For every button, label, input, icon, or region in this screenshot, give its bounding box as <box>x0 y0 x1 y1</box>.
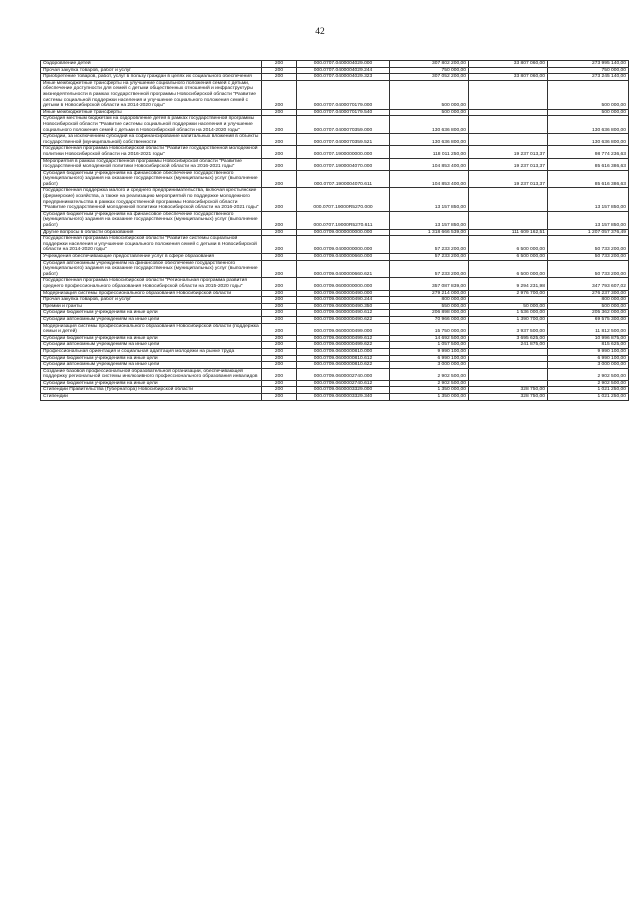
table-row <box>41 170 629 188</box>
row-amount-remaining: 500 000,00 <box>548 303 629 310</box>
row-name: Субсидии автономным учреждениям на иные цели <box>41 362 262 369</box>
table-row <box>41 297 629 304</box>
row-amount-remaining: 98 774 236,63 <box>548 146 629 158</box>
row-amount-approved: 70 966 000,00 <box>390 316 469 323</box>
row-amount-approved: 57 233 200,00 <box>390 260 469 278</box>
row-amount-approved: 15 750 000,00 <box>390 323 469 335</box>
row-amount-executed <box>469 348 548 355</box>
table-row <box>41 80 629 109</box>
row-kvr: 200 <box>262 290 297 297</box>
row-code: 000.0707.0400070179.000 <box>297 80 390 109</box>
row-name: Субсидии автономным учреждениям на иные цели <box>41 342 262 349</box>
row-code: 000.0709.0600000499.612 <box>297 335 390 342</box>
table-row <box>41 260 629 278</box>
row-kvr: 200 <box>262 229 297 236</box>
row-amount-executed: 3 695 625,00 <box>469 335 548 342</box>
row-amount-approved: 9 990 100,00 <box>390 348 469 355</box>
row-code: 000.0709.0600002740.612 <box>297 380 390 387</box>
row-code: 000.0709.0600000000.000 <box>297 278 390 290</box>
row-name: Субсидии бюджетным учреждениям на иные цели <box>41 335 262 342</box>
row-name: Стипендии Правительства (Губернатора) Новосибирской области <box>41 387 262 394</box>
row-code: 000.0709.0600003329.000 <box>297 387 390 394</box>
row-kvr: 200 <box>262 170 297 188</box>
row-amount-approved: 130 636 800,00 <box>390 116 469 134</box>
row-code: 000.0707.19000R5270.611 <box>297 211 390 229</box>
table-row <box>41 368 629 380</box>
row-amount-remaining: 50 733 200,00 <box>548 260 629 278</box>
row-name: Модернизация системы профессионального образования Новосибирской области <box>41 290 262 297</box>
row-code: 000.0707.0400004029.000 <box>297 61 390 68</box>
row-name: Приобретение товаров, работ, услуг в пользу граждан в целях их социального обеспечения <box>41 74 262 81</box>
row-amount-approved: 1 057 500,00 <box>390 342 469 349</box>
row-code: 000.0709.0600000490.612 <box>297 310 390 317</box>
row-amount-executed: 6 500 000,00 <box>469 236 548 254</box>
row-kvr: 200 <box>262 188 297 211</box>
row-amount-executed <box>469 211 548 229</box>
table-row <box>41 158 629 170</box>
row-amount-remaining: 800 000,00 <box>548 297 629 304</box>
row-kvr: 200 <box>262 316 297 323</box>
row-name: Мероприятия в рамках государственной программы Новосибирской области "Развитие государственной молодежной политики Новосибирской области на 2016-2021 годы" <box>41 158 262 170</box>
table-row <box>41 278 629 290</box>
row-amount-executed: 19 237 013,37 <box>469 170 548 188</box>
row-code: 000.0707.0400070359.000 <box>297 116 390 134</box>
row-kvr: 200 <box>262 116 297 134</box>
row-amount-executed <box>469 188 548 211</box>
row-amount-approved: 550 000,00 <box>390 303 469 310</box>
row-amount-remaining: 347 793 607,02 <box>548 278 629 290</box>
row-amount-remaining: 2 902 500,00 <box>548 368 629 380</box>
row-code: 000.0707.0400070359.521 <box>297 134 390 146</box>
row-amount-executed: 1 536 000,00 <box>469 310 548 317</box>
table-row <box>41 109 629 116</box>
table-row <box>41 310 629 317</box>
row-kvr: 200 <box>262 80 297 109</box>
row-amount-approved: 104 853 400,00 <box>390 158 469 170</box>
row-name: Иные межбюджетные трансферты <box>41 109 262 116</box>
row-amount-remaining: 130 636 800,00 <box>548 116 629 134</box>
row-amount-remaining: 273 995 140,00 <box>548 61 629 68</box>
table-row <box>41 74 629 81</box>
row-amount-executed <box>469 116 548 134</box>
table-row <box>41 236 629 254</box>
row-code: 000.0709.0600000490.622 <box>297 316 390 323</box>
row-name: Премии и гранты <box>41 303 262 310</box>
row-name: Другие вопросы в области образования <box>41 229 262 236</box>
row-amount-remaining: 9 990 100,00 <box>548 348 629 355</box>
row-kvr: 200 <box>262 362 297 369</box>
row-amount-executed: 33 807 060,00 <box>469 74 548 81</box>
table-row <box>41 290 629 297</box>
row-name: Профессиональная ориентация и социальная адаптация молодежи на рынке труда <box>41 348 262 355</box>
table-row <box>41 188 629 211</box>
row-amount-executed: 6 500 000,00 <box>469 254 548 261</box>
row-amount-approved: 1 318 666 539,00 <box>390 229 469 236</box>
row-amount-executed: 111 609 162,51 <box>469 229 548 236</box>
row-amount-remaining: 10 996 875,00 <box>548 335 629 342</box>
row-code: 000.0709.0600000499.000 <box>297 323 390 335</box>
row-code: 000.0707.19000R5270.000 <box>297 188 390 211</box>
row-amount-executed: 2 976 700,00 <box>469 290 548 297</box>
row-amount-approved: 357 087 839,00 <box>390 278 469 290</box>
row-name: Субсидия автономным учреждениям на финансовое обеспечение государственного (муниципального) задания на оказание государственных (муниципальных) услуг (выполнение работ) <box>41 260 262 278</box>
row-kvr: 200 <box>262 355 297 362</box>
row-kvr: 200 <box>262 380 297 387</box>
row-amount-executed: 19 237 013,37 <box>469 158 548 170</box>
row-code: 000.0709.0600000490.244 <box>297 297 390 304</box>
row-code: 000.0709.0600000490.000 <box>297 290 390 297</box>
row-amount-approved: 13 157 850,00 <box>390 211 469 229</box>
row-name: Субсидия местным бюджетам на оздоровление детей в рамках государственной программы Новосибирской области "Развитие системы социальной поддержки населения и улучшение социального положения семей с детьми в Новосибирской области на 2014-2020 годы" <box>41 116 262 134</box>
budget-table-body <box>41 61 629 401</box>
row-kvr: 200 <box>262 303 297 310</box>
row-amount-remaining: 85 616 386,63 <box>548 158 629 170</box>
row-amount-executed <box>469 109 548 116</box>
row-code: 000.0709.0400000660.000 <box>297 254 390 261</box>
row-amount-remaining: 1 207 057 376,49 <box>548 229 629 236</box>
row-name: Государственная программа Новосибирской области "Развитие системы социальной поддержки населения и улучшение социального положения семей с детьми в Новосибирской области на 2014-2020 годы" <box>41 236 262 254</box>
row-amount-approved: 6 990 100,00 <box>390 355 469 362</box>
row-amount-executed <box>469 368 548 380</box>
row-code: 000.0709.0600003329.340 <box>297 394 390 401</box>
row-amount-remaining: 69 575 300,00 <box>548 316 629 323</box>
row-amount-executed <box>469 80 548 109</box>
row-name: Прочая закупка товаров, работ и услуг <box>41 67 262 74</box>
row-amount-approved: 500 000,00 <box>390 80 469 109</box>
table-row <box>41 146 629 158</box>
row-amount-executed: 6 500 000,00 <box>469 260 548 278</box>
row-amount-approved: 104 853 400,00 <box>390 170 469 188</box>
table-row <box>41 342 629 349</box>
row-name: Субсидии бюджетным учреждениям на иные цели <box>41 310 262 317</box>
row-kvr: 200 <box>262 310 297 317</box>
row-code: 000.0709.0600000810.000 <box>297 348 390 355</box>
row-name: Учреждения обеспечивающие предоставление услуг в сфере образования <box>41 254 262 261</box>
row-amount-remaining: 130 636 800,00 <box>548 134 629 146</box>
row-code: 000.0707.1900004070.000 <box>297 158 390 170</box>
table-row <box>41 348 629 355</box>
row-amount-approved: 800 000,00 <box>390 297 469 304</box>
row-amount-executed: 328 750,00 <box>469 394 548 401</box>
row-amount-remaining: 85 616 386,63 <box>548 170 629 188</box>
table-row <box>41 134 629 146</box>
row-amount-executed: 50 000,00 <box>469 303 548 310</box>
row-code: 000.0709.0400000660.621 <box>297 260 390 278</box>
row-amount-executed <box>469 362 548 369</box>
row-amount-executed: 3 937 500,00 <box>469 323 548 335</box>
table-row <box>41 387 629 394</box>
row-amount-approved: 206 898 000,00 <box>390 310 469 317</box>
page-number: 42 <box>315 27 325 37</box>
table-row <box>41 67 629 74</box>
row-kvr: 200 <box>262 278 297 290</box>
budget-table <box>40 60 629 401</box>
row-code: 000.0707.0400004029.323 <box>297 74 390 81</box>
row-amount-remaining: 273 245 140,00 <box>548 74 629 81</box>
table-row <box>41 355 629 362</box>
row-kvr: 200 <box>262 158 297 170</box>
table-row <box>41 380 629 387</box>
row-name: Создание базовой профессиональной образовательной организации, обеспечивающей поддержку региональной системы инклюзивного профессионального образования инвалидов <box>41 368 262 380</box>
table-row <box>41 211 629 229</box>
row-amount-approved: 3 000 000,00 <box>390 362 469 369</box>
row-kvr: 200 <box>262 61 297 68</box>
row-amount-remaining: 500 000,00 <box>548 109 629 116</box>
row-kvr: 200 <box>262 323 297 335</box>
row-name: Субсидии, за исключением субсидий на софинансирование капитальных вложений в объекты государственной (муниципальной) собственности <box>41 134 262 146</box>
row-name: Субсидии бюджетным учреждениям на иные цели <box>41 355 262 362</box>
row-name: Субсидия бюджетным учреждениям на финансовое обеспечение государственного (муниципального) задания на оказание государственных (муниципальных) услуг (выполнение работ) <box>41 170 262 188</box>
row-kvr: 200 <box>262 335 297 342</box>
row-amount-remaining: 1 021 250,00 <box>548 387 629 394</box>
table-row <box>41 229 629 236</box>
row-code: 000.0707.1900004070.611 <box>297 170 390 188</box>
row-amount-approved: 57 233 200,00 <box>390 236 469 254</box>
row-kvr: 200 <box>262 134 297 146</box>
row-amount-executed <box>469 355 548 362</box>
row-amount-remaining: 750 000,00 <box>548 67 629 74</box>
row-amount-approved: 500 000,00 <box>390 109 469 116</box>
table-row <box>41 61 629 68</box>
row-amount-approved: 307 052 200,00 <box>390 74 469 81</box>
row-amount-executed <box>469 67 548 74</box>
row-amount-remaining: 815 625,00 <box>548 342 629 349</box>
row-kvr: 200 <box>262 394 297 401</box>
table-row <box>41 254 629 261</box>
row-name: Оздоровление детей <box>41 61 262 68</box>
row-kvr: 200 <box>262 342 297 349</box>
row-amount-executed: 9 294 231,98 <box>469 278 548 290</box>
row-kvr: 200 <box>262 67 297 74</box>
row-kvr: 200 <box>262 368 297 380</box>
row-name: Субсидия бюджетным учреждениям на финансовое обеспечение государственного (муниципального) задания на оказание государственных (муниципальных) услуг (выполнение работ) <box>41 211 262 229</box>
row-name: Субсидии бюджетным учреждениям на иные цели <box>41 380 262 387</box>
row-code: 000.0707.0400070179.540 <box>297 109 390 116</box>
row-amount-approved: 307 802 200,00 <box>390 61 469 68</box>
table-row <box>41 303 629 310</box>
row-name: Субсидии автономным учреждениям на иные цели <box>41 316 262 323</box>
row-name: Государственная программа Новосибирской области "Региональная программа развития среднего профессионального образования Новосибирской области на 2015-2020 годы" <box>41 278 262 290</box>
row-code: 000.0709.0400000000.000 <box>297 236 390 254</box>
row-code: 000.0709.0600000490.350 <box>297 303 390 310</box>
row-name: Прочая закупка товаров, работ и услуг <box>41 297 262 304</box>
row-amount-approved: 130 636 800,00 <box>390 134 469 146</box>
row-amount-approved: 2 902 500,00 <box>390 380 469 387</box>
row-amount-remaining: 205 362 000,00 <box>548 310 629 317</box>
row-code: 000.0707.1900000000.000 <box>297 146 390 158</box>
row-amount-approved: 279 214 000,00 <box>390 290 469 297</box>
row-amount-executed: 241 875,00 <box>469 342 548 349</box>
row-code: 000.0709.0600000810.622 <box>297 362 390 369</box>
row-name: Государственная программа Новосибирской области "Развитие государственной молодежной политики Новосибирской области на 2016-2021 годы" <box>41 146 262 158</box>
row-code: 000.0709.0000000000.000 <box>297 229 390 236</box>
row-amount-approved: 750 000,00 <box>390 67 469 74</box>
row-amount-executed: 19 237 013,37 <box>469 146 548 158</box>
row-amount-remaining: 276 237 300,00 <box>548 290 629 297</box>
row-code: 000.0709.0600002740.000 <box>297 368 390 380</box>
row-code: 000.0707.0400004029.244 <box>297 67 390 74</box>
row-amount-remaining: 50 733 200,00 <box>548 254 629 261</box>
row-kvr: 200 <box>262 348 297 355</box>
row-kvr: 200 <box>262 387 297 394</box>
row-amount-remaining: 500 000,00 <box>548 80 629 109</box>
row-code: 000.0709.0600000810.612 <box>297 355 390 362</box>
table-row <box>41 335 629 342</box>
row-kvr: 200 <box>262 146 297 158</box>
row-amount-remaining: 6 990 100,00 <box>548 355 629 362</box>
row-kvr: 200 <box>262 109 297 116</box>
row-kvr: 200 <box>262 254 297 261</box>
row-name: Государственная поддержка малого и среднего предпринимательства, включая крестьянские (фермерские) хозяйства, а также на реализацию мероприятий по поддержке молодежного предпринимательства в рамках государственной программы Новосибирской области "Развитие государственной молодежной политики Новосибирской области на 2016-2021 годы" <box>41 188 262 211</box>
row-amount-approved: 57 233 200,00 <box>390 254 469 261</box>
row-kvr: 200 <box>262 236 297 254</box>
row-kvr: 200 <box>262 260 297 278</box>
row-amount-approved: 14 692 500,00 <box>390 335 469 342</box>
row-amount-approved: 1 350 000,00 <box>390 394 469 401</box>
row-amount-remaining: 13 157 850,00 <box>548 188 629 211</box>
row-amount-remaining: 50 733 200,00 <box>548 236 629 254</box>
row-name: Модернизация системы профессионального образования Новосибирской области (поддержка семьи и детей) <box>41 323 262 335</box>
row-amount-executed: 1 390 700,00 <box>469 316 548 323</box>
table-row <box>41 316 629 323</box>
row-amount-approved: 1 350 000,00 <box>390 387 469 394</box>
table-row <box>41 394 629 401</box>
row-name: Стипендии <box>41 394 262 401</box>
table-row <box>41 362 629 369</box>
row-amount-executed <box>469 380 548 387</box>
row-amount-approved: 13 157 850,00 <box>390 188 469 211</box>
table-row <box>41 323 629 335</box>
row-amount-executed: 328 750,00 <box>469 387 548 394</box>
row-kvr: 200 <box>262 74 297 81</box>
row-amount-remaining: 2 902 500,00 <box>548 380 629 387</box>
row-amount-executed: 33 807 060,00 <box>469 61 548 68</box>
row-kvr: 200 <box>262 211 297 229</box>
row-amount-approved: 118 011 250,00 <box>390 146 469 158</box>
row-amount-approved: 2 902 500,00 <box>390 368 469 380</box>
row-code: 000.0709.0600000499.622 <box>297 342 390 349</box>
row-amount-remaining: 11 812 500,00 <box>548 323 629 335</box>
row-kvr: 200 <box>262 297 297 304</box>
row-amount-remaining: 1 021 250,00 <box>548 394 629 401</box>
row-amount-remaining: 13 157 850,00 <box>548 211 629 229</box>
row-amount-executed <box>469 297 548 304</box>
row-name: Иные межбюджетные трансферты на улучшение социального положения семей с детьми, обеспечение доступности для семей с детьми общественных отношений и инфраструктуры жизнедеятельности в рамках государственной программы Новосибирской области "Развитие системы социальной поддержки населения и улучшение социального положения семей с детьми в Новосибирской области на 2014-2020 годы" <box>41 80 262 109</box>
table-row <box>41 116 629 134</box>
row-amount-remaining: 3 000 000,00 <box>548 362 629 369</box>
row-amount-executed <box>469 134 548 146</box>
